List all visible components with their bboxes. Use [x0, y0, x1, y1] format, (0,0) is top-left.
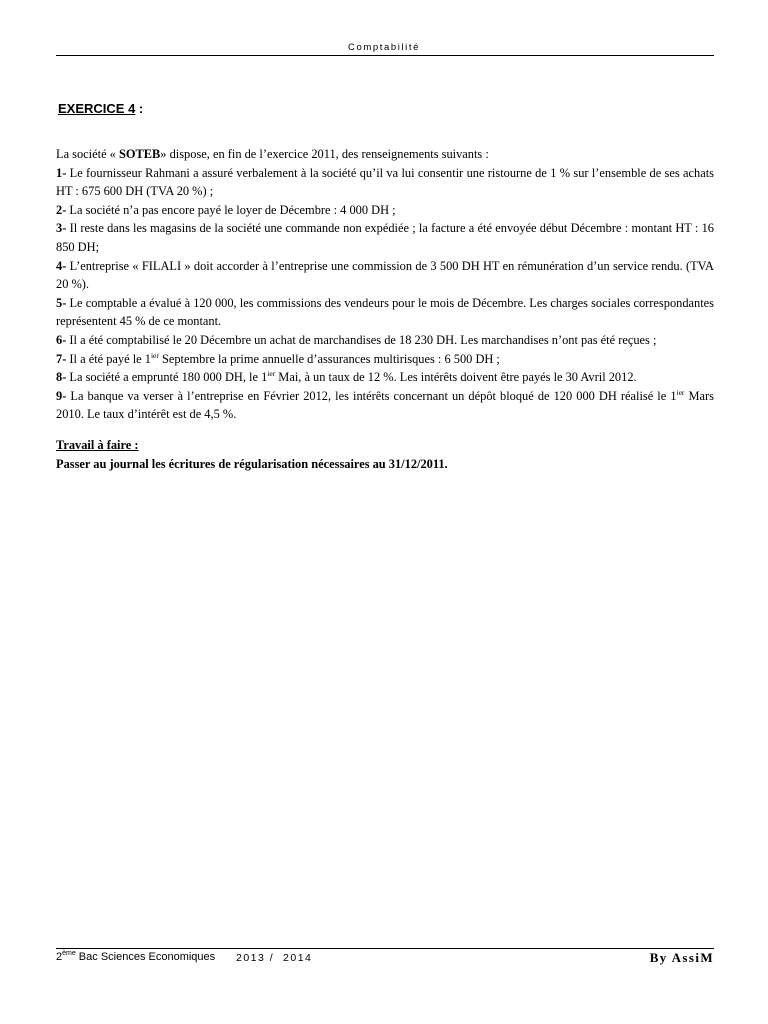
- item-text: L’entreprise « FILALI » doit accorder à l’entreprise une commission de 3 500 DH HT en rémunération d’un service rendu. (TVA 20 %).: [56, 258, 714, 292]
- task-instruction: Passer au journal les écritures de régularisation nécessaires au 31/12/2011.: [56, 456, 448, 471]
- footer-level: [56, 951, 215, 963]
- list-item: [56, 294, 714, 331]
- item-text: Le comptable a évalué à 120 000, les commissions des vendeurs pour le mois de Décembre. Les charges sociales correspondantes représentent 45 % de ce montant.: [56, 295, 714, 329]
- ordinal-superscript: ier: [676, 387, 685, 397]
- item-text: Mars 2010. Le taux d’intérêt est de 4,5 %.: [56, 388, 714, 422]
- exercise-body: [56, 145, 714, 424]
- item-number: 2-: [56, 202, 67, 217]
- footer-level-superscript: ème: [62, 950, 76, 957]
- list-item: [56, 164, 714, 201]
- list-item: [56, 368, 714, 387]
- task-heading: Travail à faire :: [56, 438, 139, 452]
- footer-school-year: 2013 / 2014: [236, 952, 313, 964]
- footer-author: By AssiM: [649, 950, 714, 965]
- item-number: 5-: [56, 295, 67, 310]
- item-text: Mai, à un taux de 12 %. Les intérêts doivent être payés le 30 Avril 2012.: [275, 370, 637, 385]
- intro-after: » dispose, en fin de l’exercice 2011, des renseignements suivants :: [160, 147, 489, 161]
- list-item: [56, 350, 714, 369]
- ordinal-superscript: ier: [150, 350, 159, 360]
- intro-before: La société «: [56, 147, 119, 161]
- item-number: 4-: [56, 258, 67, 273]
- ordinal-superscript: ier: [267, 369, 276, 379]
- item-number: 9-: [56, 388, 67, 403]
- company-name: SOTEB: [118, 147, 161, 161]
- item-number: 1-: [56, 165, 67, 180]
- item-text: Il reste dans les magasins de la société une commande non expédiée ; la facture a été envoyée début Décembre : montant HT : 16 850 DH;: [56, 221, 714, 254]
- page-header-title: Comptabilité: [347, 42, 420, 53]
- item-text: La société n’a pas encore payé le loyer de Décembre : 4 000 DH ;: [66, 202, 396, 217]
- item-text: La banque va verser à l’entreprise en Février 2012, les intérêts concernant un dépôt bloqué de 120 000 DH réalisé le 1: [66, 388, 677, 403]
- task-section: [56, 436, 714, 473]
- list-item: [56, 219, 714, 256]
- list-item: [56, 387, 714, 424]
- item-text: Le fournisseur Rahmani a assuré verbalement à la société qu’il va lui consentir une ristourne de 1 % sur l’ensemble de ses achats HT : 675 600 DH (TVA 20 %) ;: [56, 165, 714, 199]
- exercise-title-colon: :: [135, 101, 144, 116]
- header-divider: [56, 55, 714, 56]
- list-item: [56, 331, 714, 350]
- list-item: [56, 201, 714, 220]
- exercise-title: [58, 101, 143, 116]
- footer-divider: [56, 948, 714, 949]
- item-text: Il a été comptabilisé le 20 Décembre un achat de marchandises de 18 230 DH. Les marchandises n’ont pas été reçues ;: [66, 332, 657, 347]
- footer-level-text: Bac Sciences Economiques: [75, 951, 216, 963]
- item-number: 3-: [56, 221, 67, 236]
- list-item: [56, 257, 714, 294]
- item-number: 7-: [56, 351, 67, 366]
- item-text: Septembre la prime annuelle d’assurances multirisques : 6 500 DH ;: [158, 351, 500, 366]
- item-number: 8-: [56, 370, 67, 385]
- item-text: Il a été payé le 1: [66, 351, 151, 366]
- footer-level-number: 2: [56, 951, 63, 963]
- exercise-title-label: EXERCICE 4: [58, 101, 136, 116]
- intro-paragraph: [56, 145, 714, 164]
- item-text: La société a emprunté 180 000 DH, le 1: [66, 370, 268, 385]
- item-number: 6-: [56, 332, 67, 347]
